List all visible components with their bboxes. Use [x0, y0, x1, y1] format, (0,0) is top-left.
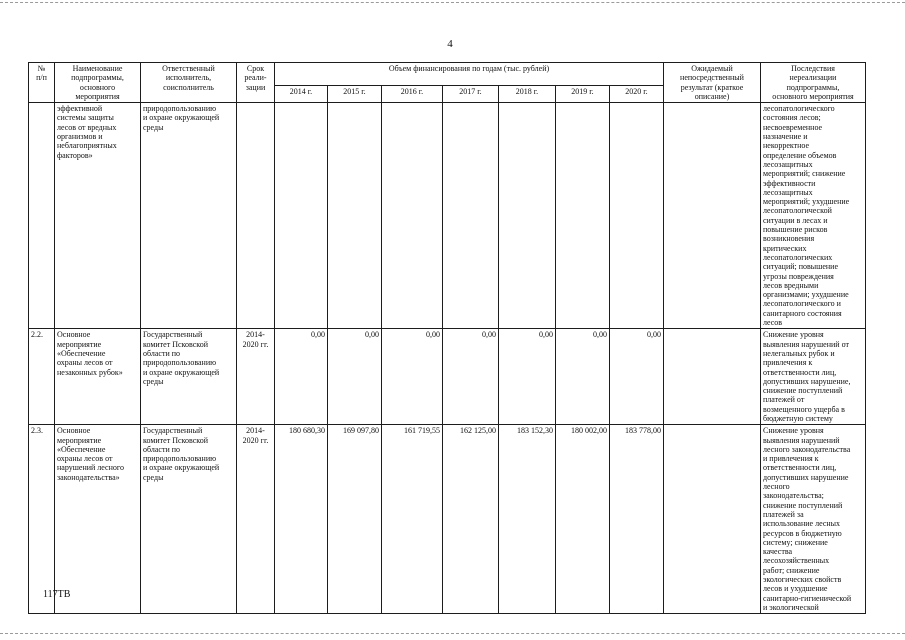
row-responsible: Государственный комитет Псковской области по природопользованию и охране окружающей среды [141, 425, 237, 614]
row-name: Основное мероприятие «Обеспечение охраны лесов от незаконных рубок» [55, 329, 141, 425]
row-responsible: природопользованию и охране окружающей среды [141, 103, 237, 329]
row-value: 0,00 [328, 329, 382, 425]
scan-edge-top [0, 2, 905, 3]
table-row [29, 425, 866, 614]
header-period: Срок реали- зации [237, 63, 275, 103]
header-num: № п/п [29, 63, 55, 103]
header-row [29, 63, 866, 86]
page-number: 4 [447, 38, 453, 50]
row-consequences: лесопатологического состояния лесов; несвоевременное назначение и некорректное определение объемов лесозащитных мероприятий; снижение эффективности лесозащитных мероприятий; ухудшение лесопатологической ситуации в лесах и повышение рисков возникновения критических лесопатологических ситуаций; повышение угрозы повреждения лесов вредными организмами; ухудшение лесопатологического и санитарного состояния лесов [761, 103, 866, 329]
row-value [556, 103, 610, 329]
row-value: 180 002,00 [556, 425, 610, 614]
header-year: 2016 г. [382, 86, 443, 103]
row-value [382, 103, 443, 329]
header-responsible: Ответственный исполнитель, соисполнитель [141, 63, 237, 103]
row-value [275, 103, 328, 329]
funding-table [28, 62, 866, 614]
row-value [499, 103, 556, 329]
row-value: 183 152,30 [499, 425, 556, 614]
row-name: эффективной системы защиты лесов от вредных организмов и неблагоприятных факторов» [55, 103, 141, 329]
row-number: 2.2. [29, 329, 55, 425]
row-value: 183 778,00 [610, 425, 664, 614]
row-period: 2014- 2020 гг. [237, 329, 275, 425]
header-year: 2017 г. [443, 86, 499, 103]
row-name: Основное мероприятие «Обеспечение охраны лесов от нарушений лесного законодательства» [55, 425, 141, 614]
header-year: 2018 г. [499, 86, 556, 103]
table-row [29, 329, 866, 425]
header-year: 2014 г. [275, 86, 328, 103]
header-consequences: Последствия нереализации подпрограммы, основного мероприятия [761, 63, 866, 103]
row-value: 0,00 [443, 329, 499, 425]
table-row [29, 103, 866, 329]
row-value: 162 125,00 [443, 425, 499, 614]
row-responsible: Государственный комитет Псковской области по природопользованию и охране окружающей среды [141, 329, 237, 425]
row-value: 0,00 [499, 329, 556, 425]
header-name: Наименование подпрограммы, основного мероприятия [55, 63, 141, 103]
row-period [237, 103, 275, 329]
header-year: 2019 г. [556, 86, 610, 103]
row-expected-result [664, 425, 761, 614]
footer-code: 117ТВ [43, 589, 71, 600]
row-value: 169 097,80 [328, 425, 382, 614]
row-number [29, 103, 55, 329]
header-year: 2015 г. [328, 86, 382, 103]
scan-edge-bottom [0, 633, 905, 634]
row-value: 161 719,55 [382, 425, 443, 614]
row-value: 0,00 [382, 329, 443, 425]
header-expected-result: Ожидаемый непосредственный результат (краткое описание) [664, 63, 761, 103]
header-year: 2020 г. [610, 86, 664, 103]
row-value [328, 103, 382, 329]
row-value: 0,00 [556, 329, 610, 425]
row-number: 2.3. [29, 425, 55, 614]
row-value: 180 680,30 [275, 425, 328, 614]
row-consequences: Снижение уровня выявления нарушений от нелегальных рубок и привлечения к ответственности лиц, допустивших нарушение, снижение поступлений платежей от возмещенного ущерба в бюджетную систему [761, 329, 866, 425]
row-value: 0,00 [610, 329, 664, 425]
row-expected-result [664, 329, 761, 425]
header-funding: Объем финансирования по годам (тыс. рублей) [275, 63, 664, 86]
row-consequences: Снижение уровня выявления нарушений лесного законодательства и привлечения к ответственности лиц, допустивших нарушение лесного законодательства; снижение поступлений платежей за использование лесных ресурсов в бюджетную систему; снижение качества лесохозяйственных работ; снижение экологических свойств лесов и ухудшение санитарно-гигиенической и экологической [761, 425, 866, 614]
row-period: 2014- 2020 гг. [237, 425, 275, 614]
row-value [443, 103, 499, 329]
row-value: 0,00 [275, 329, 328, 425]
row-expected-result [664, 103, 761, 329]
row-value [610, 103, 664, 329]
